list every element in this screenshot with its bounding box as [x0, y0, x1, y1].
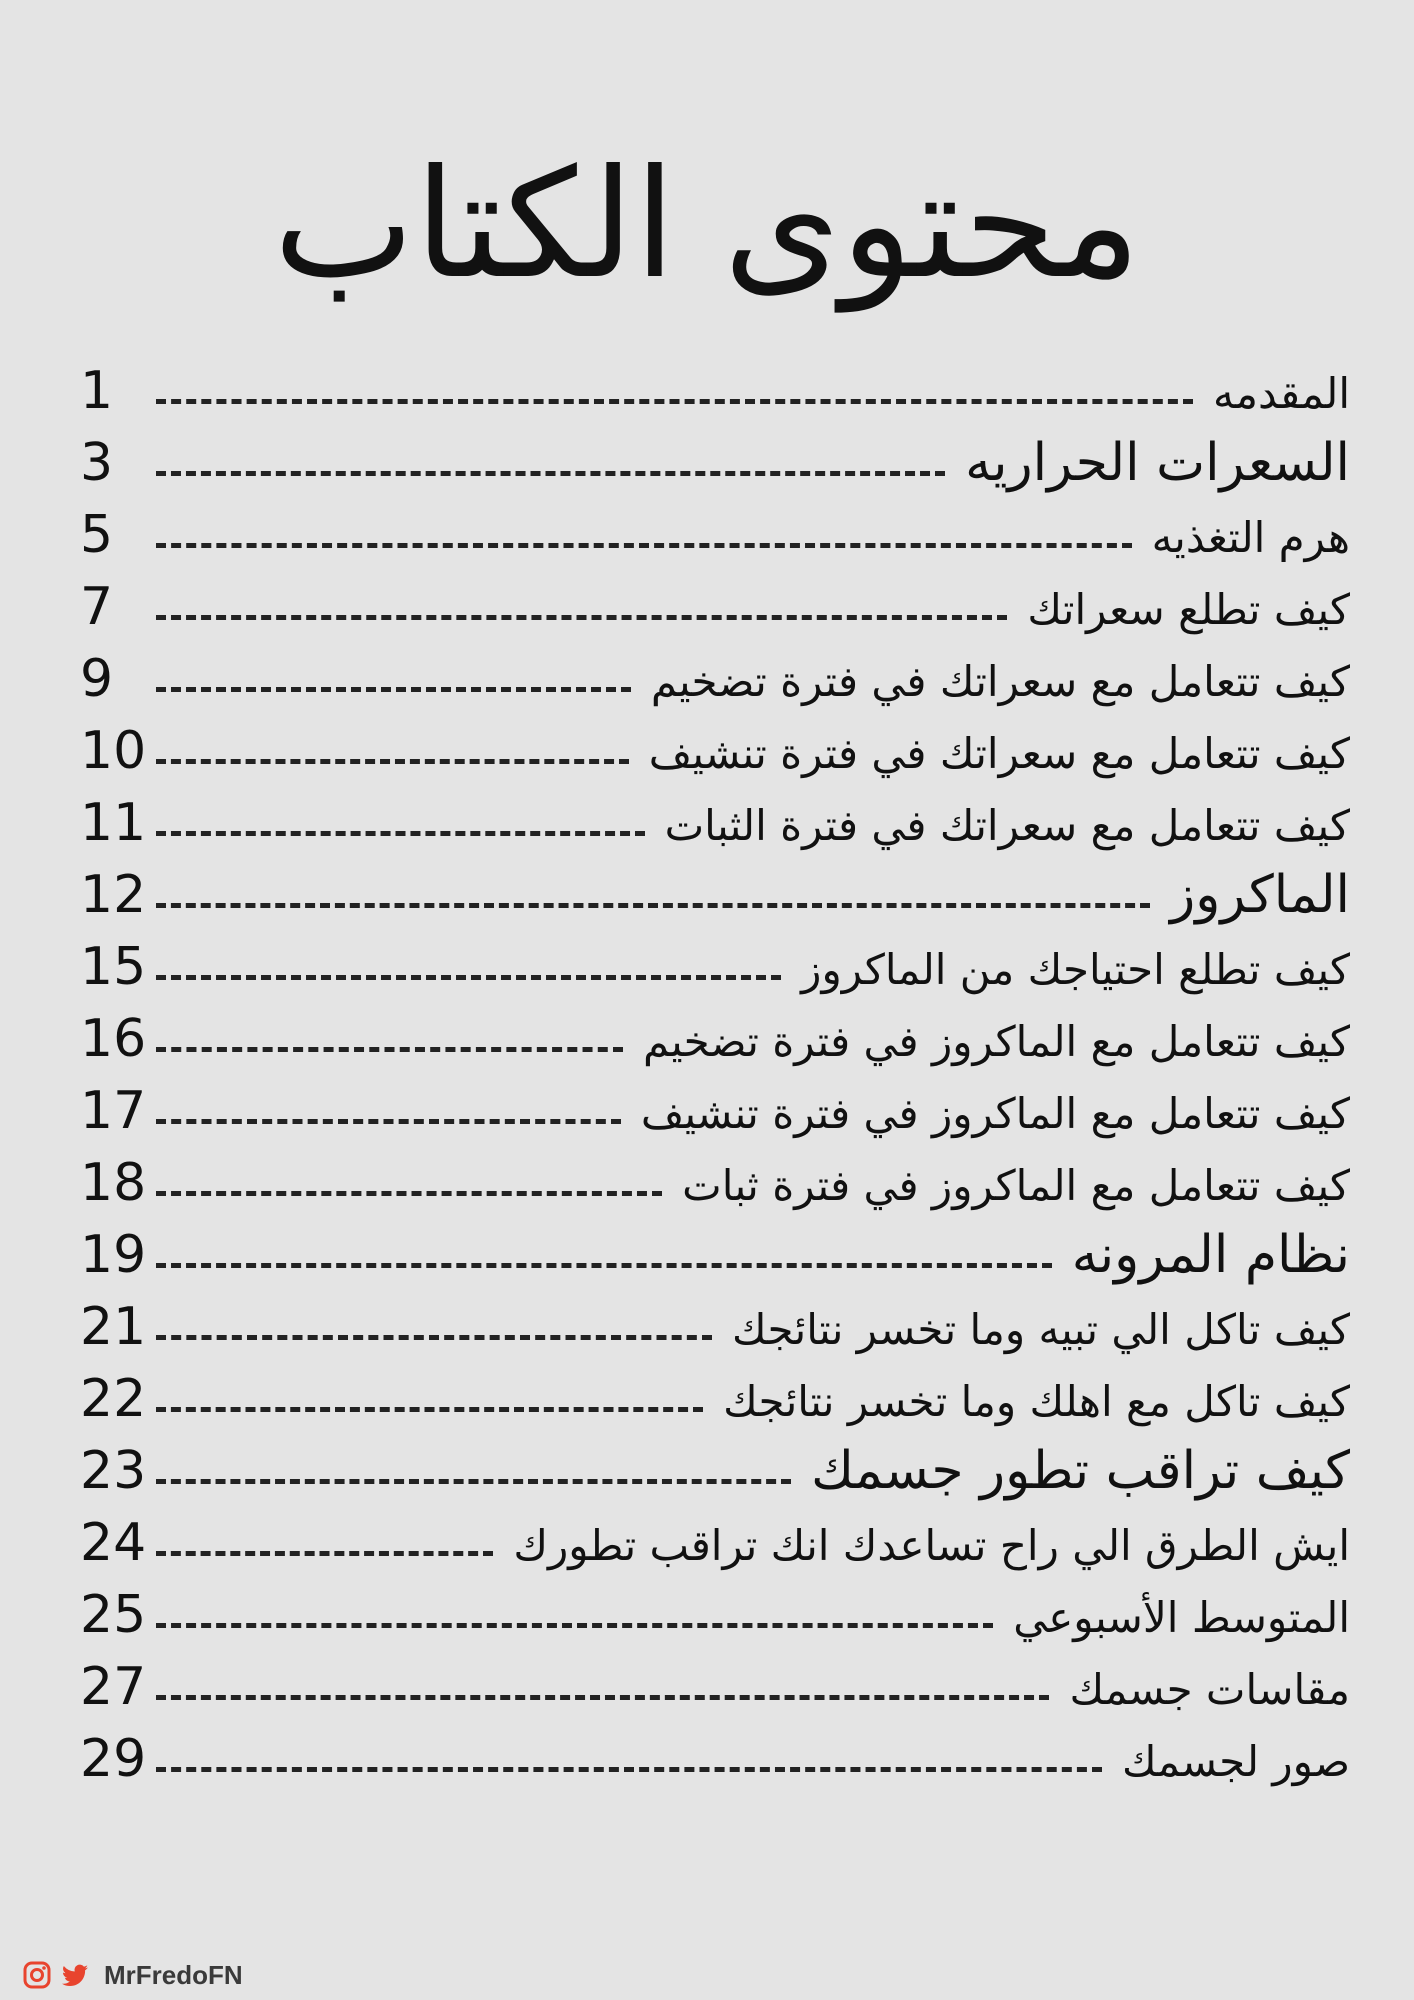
- toc-leader: [156, 399, 1193, 404]
- toc-row: [80, 427, 1350, 499]
- toc-row: [80, 1147, 1350, 1219]
- toc-leader: [156, 1047, 623, 1052]
- toc-row: [80, 1507, 1350, 1579]
- table-of-contents: [80, 355, 1350, 1795]
- toc-label: كيف تتعامل مع الماكروز في فترة تضخيم: [643, 1017, 1350, 1066]
- toc-row: [80, 715, 1350, 787]
- toc-page-number: 17: [80, 1081, 147, 1141]
- toc-label: نظام المرونه: [1071, 1225, 1350, 1285]
- toc-row: [80, 1075, 1350, 1147]
- toc-leader: [156, 1695, 1049, 1700]
- toc-label: كيف تاكل الي تبيه وما تخسر نتائجك: [732, 1305, 1350, 1354]
- toc-row: [80, 1363, 1350, 1435]
- toc-page-number: 18: [80, 1153, 147, 1213]
- toc-leader: [156, 903, 1150, 908]
- toc-label: المتوسط الأسبوعي: [1013, 1593, 1350, 1642]
- toc-page-number: 23: [80, 1441, 147, 1501]
- toc-leader: [156, 1551, 493, 1556]
- toc-leader: [156, 615, 1007, 620]
- page-title: محتوى الكتاب: [273, 138, 1141, 312]
- toc-label: السعرات الحراريه: [965, 433, 1350, 493]
- toc-page-number: 27: [80, 1657, 147, 1717]
- toc-leader: [156, 1263, 1052, 1268]
- toc-page-number: 19: [80, 1225, 147, 1285]
- toc-page-number: 21: [80, 1297, 147, 1357]
- toc-page-number: 24: [80, 1513, 147, 1573]
- toc-leader: [156, 1119, 621, 1124]
- toc-row: [80, 787, 1350, 859]
- toc-row: [80, 1651, 1350, 1723]
- toc-row: [80, 1579, 1350, 1651]
- toc-page-number: 22: [80, 1369, 147, 1429]
- toc-label: كيف تطلع احتياجك من الماكروز: [801, 945, 1350, 994]
- toc-leader: [156, 1407, 703, 1412]
- toc-page-number: 7: [80, 577, 114, 637]
- footer-social: [22, 1958, 243, 1992]
- toc-label: كيف تتعامل مع الماكروز في فترة ثبات: [682, 1161, 1350, 1210]
- toc-page-number: 29: [80, 1729, 147, 1789]
- toc-label: ايش الطرق الي راح تساعدك انك تراقب تطورك: [513, 1521, 1350, 1570]
- toc-label: المقدمه: [1212, 369, 1350, 418]
- toc-label: الماكروز: [1170, 865, 1350, 925]
- toc-row: [80, 859, 1350, 931]
- toc-row: [80, 1723, 1350, 1795]
- toc-leader: [156, 759, 629, 764]
- toc-leader: [156, 1623, 993, 1628]
- toc-page-number: 3: [80, 433, 114, 493]
- toc-label: كيف تتعامل مع سعراتك في فترة تنشيف: [648, 729, 1350, 778]
- toc-row: [80, 1219, 1350, 1291]
- toc-label: كيف تتعامل مع سعراتك في فترة تضخيم: [650, 657, 1350, 706]
- toc-row: [80, 931, 1350, 1003]
- toc-row: [80, 643, 1350, 715]
- toc-leader: [156, 975, 781, 980]
- toc-leader: [156, 1767, 1102, 1772]
- twitter-icon[interactable]: [60, 1960, 90, 1990]
- toc-page-number: 16: [80, 1009, 147, 1069]
- toc-label: هرم التغذيه: [1151, 513, 1350, 562]
- toc-row: [80, 1003, 1350, 1075]
- toc-label: كيف تتعامل مع الماكروز في فترة تنشيف: [640, 1089, 1350, 1138]
- toc-label: مقاسات جسمك: [1069, 1665, 1350, 1714]
- toc-page-number: 9: [80, 649, 114, 709]
- toc-page-number: 5: [80, 505, 114, 565]
- toc-row: [80, 1435, 1350, 1507]
- toc-row: [80, 571, 1350, 643]
- toc-label: صور لجسمك: [1121, 1737, 1350, 1786]
- toc-label: كيف تتعامل مع سعراتك في فترة الثبات: [664, 801, 1350, 850]
- toc-leader: [156, 1335, 712, 1340]
- toc-leader: [156, 687, 631, 692]
- toc-page-number: 25: [80, 1585, 147, 1645]
- toc-leader: [156, 471, 945, 476]
- toc-page-number: 10: [80, 721, 147, 781]
- toc-page-number: 15: [80, 937, 147, 997]
- toc-row: [80, 355, 1350, 427]
- toc-leader: [156, 543, 1132, 548]
- toc-page-number: 11: [80, 793, 147, 853]
- toc-label: كيف تطلع سعراتك: [1027, 585, 1350, 634]
- toc-row: [80, 1291, 1350, 1363]
- toc-leader: [156, 831, 645, 836]
- toc-page-number: 1: [80, 361, 114, 421]
- author-handle: MrFredoFN: [104, 1959, 243, 1990]
- toc-row: [80, 499, 1350, 571]
- toc-label: كيف تاكل مع اهلك وما تخسر نتائجك: [723, 1377, 1350, 1426]
- toc-leader: [156, 1191, 662, 1196]
- toc-leader: [156, 1479, 791, 1484]
- instagram-icon[interactable]: [22, 1960, 52, 1990]
- toc-page-number: 12: [80, 865, 147, 925]
- toc-label: كيف تراقب تطور جسمك: [811, 1441, 1350, 1501]
